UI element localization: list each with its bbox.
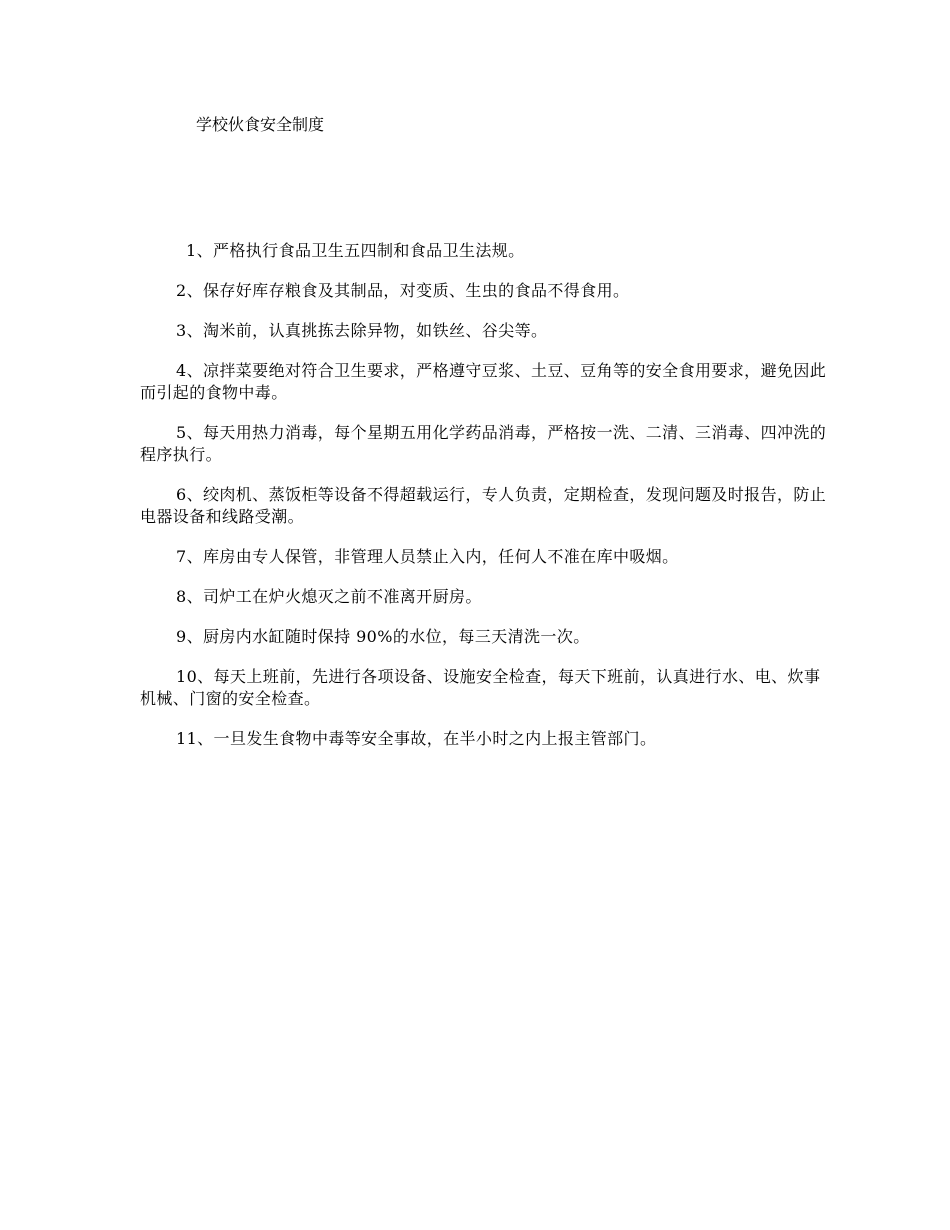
document-title: 学校伙食安全制度 bbox=[196, 115, 325, 134]
rule-paragraph-2: 2、保存好库存粮食及其制品，对变质、生虫的食品不得食用。 bbox=[176, 281, 630, 300]
rule-paragraph-5: 5、每天用热力消毒，每个星期五用化学药品消毒，严格按一洗、二清、三消毒、四冲洗的程序执行。 bbox=[140, 423, 827, 464]
rule-paragraph-8: 8、司炉工在炉火熄灭之前不准离开厨房。 bbox=[176, 587, 482, 606]
rule-paragraph-1: 1、严格执行食品卫生五四制和食品卫生法规。 bbox=[186, 241, 525, 260]
document-body bbox=[140, 240, 830, 768]
rule-paragraph-11: 11、一旦发生食物中毒等安全事故，在半小时之内上报主管部门。 bbox=[176, 729, 657, 748]
rule-paragraph-10: 10、每天上班前，先进行各项设备、设施安全检查，每天下班前，认真进行水、电、炊事机械、门窗的安全检查。 bbox=[140, 667, 821, 708]
rule-paragraph-3: 3、淘米前，认真挑拣去除异物，如铁丝、谷尖等。 bbox=[176, 321, 548, 340]
rule-paragraph-9: 9、厨房内水缸随时保持 90%的水位，每三天清洗一次。 bbox=[176, 627, 590, 646]
rule-paragraph-7: 7、库房由专人保管，非管理人员禁止入内，任何人不准在库中吸烟。 bbox=[176, 547, 679, 566]
rule-paragraph-6: 6、绞肉机、蒸饭柜等设备不得超载运行，专人负责，定期检查，发现问题及时报告，防止电器设备和线路受潮。 bbox=[140, 485, 827, 526]
rule-paragraph-4: 4、凉拌菜要绝对符合卫生要求，严格遵守豆浆、土豆、豆角等的安全食用要求，避免因此而引起的食物中毒。 bbox=[140, 361, 827, 402]
